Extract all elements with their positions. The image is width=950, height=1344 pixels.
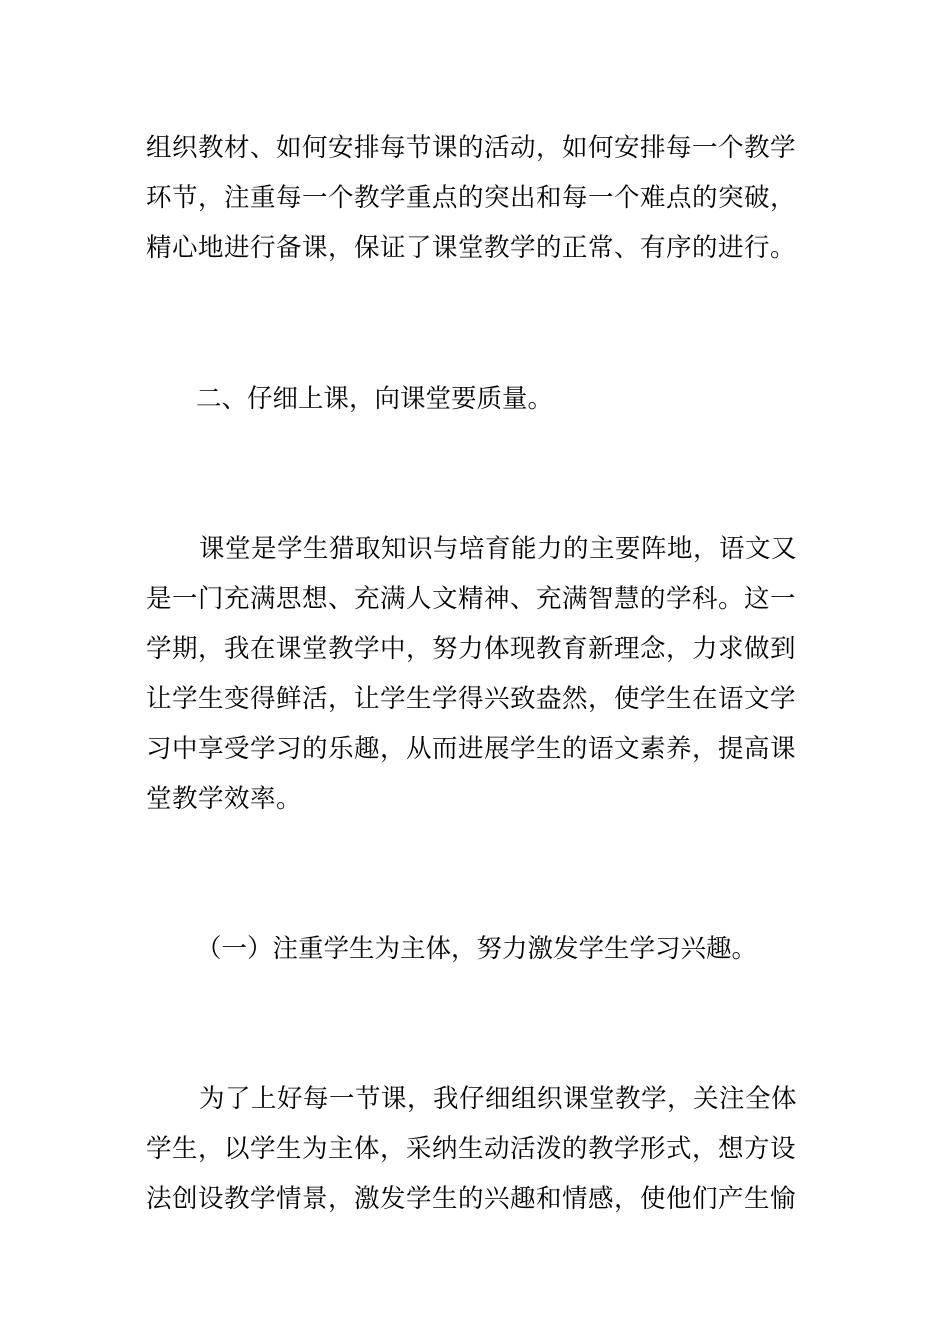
text-line: 习中享受学习的乐趣，从而进展学生的语文素养，提高课 (146, 734, 797, 764)
text-line: 学期，我在课堂教学中，努力体现教育新理念，力求做到 (146, 634, 797, 664)
text-line: 法创设教学情景，激发学生的兴趣和情感，使他们产生愉 (146, 1184, 797, 1214)
text-line: 课堂是学生猎取知识与培育能力的主要阵地，语文又 (199, 534, 798, 564)
text-line: 学生，以学生为主体，采纳生动活泼的教学形式，想方设 (146, 1134, 797, 1164)
text-line: 让学生变得鲜活，让学生学得兴致盎然，使学生在语文学 (146, 684, 797, 714)
text-line: 是一门充满思想、充满人文精神、充满智慧的学科。这一 (146, 584, 797, 614)
paragraph-classroom (146, 524, 810, 824)
text-line: 精心地进行备课，保证了课堂教学的正常、有序的进行。 (146, 233, 797, 263)
text-line: 环节，注重每一个教学重点的突出和每一个难点的突破， (146, 183, 797, 213)
text-line: 组织教材、如何安排每节课的活动，如何安排每一个教学 (146, 133, 797, 163)
subsection-heading-1: （一）注重学生为主体，努力激发学生学习兴趣。 (196, 934, 758, 964)
text-line: 堂教学效率。 (146, 784, 303, 814)
text-line: 为了上好每一节课，我仔细组织课堂教学，关注全体 (199, 1084, 798, 1114)
paragraph-student-subject (146, 1074, 810, 1224)
section-heading-2: 二、仔细上课，向课堂要质量。 (196, 384, 554, 414)
paragraph-intro (146, 123, 810, 273)
